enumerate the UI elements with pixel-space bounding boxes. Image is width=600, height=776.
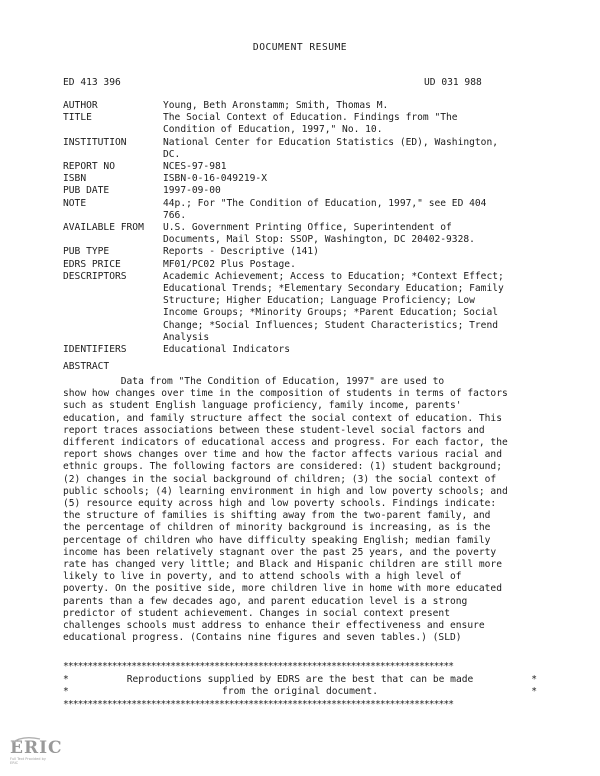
abstract-line: challenges schools must address to enhance their effectiveness and ensure bbox=[63, 620, 485, 632]
field-value-line: Reports - Descriptive (141) bbox=[163, 246, 319, 258]
field-value bbox=[163, 344, 523, 356]
abstract-line: poverty. On the positive side, more children live in home with more educated bbox=[63, 583, 502, 595]
field-value-line: 766. bbox=[163, 209, 187, 221]
field-label: EDRS PRICE bbox=[63, 258, 121, 270]
abstract-line: education, and family structure affect the social context of education. This bbox=[63, 412, 502, 424]
field-value-line: Educational Trends; *Elementary Secondary Education; Family bbox=[163, 283, 504, 295]
field-row-note bbox=[63, 198, 523, 222]
field-row-pub-type bbox=[63, 246, 523, 258]
field-value bbox=[163, 161, 523, 173]
abstract-line: public schools; (4) learning environment in high and low poverty schools; and bbox=[63, 485, 508, 497]
field-value-line: Young, Beth Aronstamm; Smith, Thomas M. bbox=[163, 100, 389, 111]
field-label: TITLE bbox=[63, 112, 92, 124]
abstract-line: (2) changes in the social background of children; (3) the social context of bbox=[63, 473, 497, 485]
field-value-line: Documents, Mail Stop: SSOP, Washington, DC 20402-9328. bbox=[163, 234, 475, 246]
field-value-line: DC. bbox=[163, 148, 181, 160]
field-label: INSTITUTION bbox=[63, 136, 127, 148]
field-label: IDENTIFIERS bbox=[63, 344, 127, 356]
field-value-line: 1997-09-00 bbox=[163, 185, 221, 197]
abstract-line: parents than a few decades ago, and parent education level is a strong bbox=[63, 595, 468, 607]
field-value bbox=[163, 112, 523, 136]
field-label: AUTHOR bbox=[63, 100, 98, 111]
field-label: ISBN bbox=[63, 173, 87, 185]
field-value-line: ISBN-0-16-049219-X bbox=[163, 173, 267, 185]
field-value bbox=[163, 100, 523, 112]
field-value-line: Analysis bbox=[163, 331, 210, 343]
abstract-line: the percentage of children of minority background is increasing, as is the bbox=[63, 522, 491, 534]
footer-star-right: * bbox=[531, 686, 537, 698]
footer-star-right: * bbox=[531, 674, 537, 685]
field-value-line: MF01/PC02 Plus Postage. bbox=[163, 258, 296, 270]
footer-stars-top: ******************************************************************************** bbox=[63, 661, 454, 672]
field-value bbox=[163, 222, 523, 246]
eric-logo bbox=[10, 738, 63, 769]
field-value-line: Income Groups; *Minority Groups; *Parent Education; Social bbox=[163, 307, 499, 319]
abstract-line: the structure of families is shifting away from the two-parent family, and bbox=[63, 510, 491, 522]
field-row-descriptors bbox=[63, 271, 523, 344]
field-value-line: Condition of Education, 1997," No. 10. bbox=[163, 124, 383, 136]
abstract-line: income has been relatively stagnant over the past 25 years, and the poverty bbox=[63, 546, 497, 558]
reproduction-line-2: from the original document. bbox=[222, 686, 378, 698]
abstract-line: report traces associations between these student-level social factors and bbox=[63, 424, 485, 436]
ud-number: UD 031 988 bbox=[424, 77, 482, 88]
abstract-line: educational progress. (Contains nine figures and seven tables.) (SLD) bbox=[63, 632, 462, 644]
abstract-line: (5) resource equity across high and low poverty schools. Findings indicate: bbox=[63, 498, 497, 510]
field-value-line: NCES-97-981 bbox=[163, 161, 227, 173]
field-value bbox=[163, 137, 523, 161]
abstract-line: Data from "The Condition of Education, 1997" are used to bbox=[63, 376, 445, 387]
field-value-line: Structure; Higher Education; Language Proficiency; Low bbox=[163, 295, 475, 307]
field-label: PUB DATE bbox=[63, 185, 110, 197]
field-row-title bbox=[63, 112, 523, 136]
field-row-author bbox=[63, 100, 523, 112]
field-row-edrs-price bbox=[63, 259, 523, 271]
field-row-pub-date bbox=[63, 185, 523, 197]
abstract-line: likely to live in poverty, and to attend schools with a high level of bbox=[63, 571, 462, 583]
abstract-line: report shows changes over time and how the factor affects various racial and bbox=[63, 449, 502, 461]
field-value bbox=[163, 185, 523, 197]
field-value bbox=[163, 271, 523, 344]
field-value bbox=[163, 246, 523, 258]
footer-stars-bottom: ******************************************************************************** bbox=[63, 699, 454, 710]
abstract-line: ethnic groups. The following factors are considered: (1) student background; bbox=[63, 461, 502, 473]
field-row-available-from bbox=[63, 222, 523, 246]
field-value-line: Academic Achievement; Access to Education; *Context Effect; bbox=[163, 270, 504, 282]
field-value-line: U.S. Government Printing Office, Superintendent of bbox=[163, 222, 452, 234]
field-label: NOTE bbox=[63, 197, 87, 209]
abstract-text bbox=[63, 376, 533, 644]
field-value-line: Educational Indicators bbox=[163, 344, 291, 356]
abstract-line: predictor of student achievement. Changes in social context present bbox=[63, 607, 450, 619]
abstract-label: ABSTRACT bbox=[63, 361, 110, 372]
abstract-line: such as student English language proficiency, family income, parents' bbox=[63, 400, 462, 412]
field-value-line: Change; *Social Influences; Student Characteristics; Trend bbox=[163, 319, 499, 331]
field-row-isbn bbox=[63, 173, 523, 185]
footer-star-left: * bbox=[63, 686, 69, 698]
field-value-line: The Social Context of Education. Findings from "The bbox=[163, 112, 458, 124]
field-label: REPORT NO bbox=[63, 161, 115, 173]
abstract-line: show how changes over time in the composition of students in terms of factors bbox=[63, 388, 508, 400]
field-label: AVAILABLE FROM bbox=[63, 222, 144, 234]
field-row-institution bbox=[63, 137, 523, 161]
field-label: PUB TYPE bbox=[63, 246, 110, 258]
field-value-line: National Center for Education Statistics (ED), Washington, bbox=[163, 136, 499, 148]
field-row-report-no bbox=[63, 161, 523, 173]
footer-star-left: * bbox=[63, 674, 69, 685]
ed-number: ED 413 396 bbox=[63, 77, 121, 88]
eric-logo-word: ERIC bbox=[10, 738, 63, 758]
field-value bbox=[163, 198, 523, 222]
logo-swoosh-icon bbox=[10, 735, 46, 745]
reproduction-notice bbox=[63, 674, 537, 698]
field-value bbox=[163, 173, 523, 185]
field-value-line: 44p.; For "The Condition of Education, 1997," see ED 404 bbox=[163, 197, 487, 209]
field-row-identifiers bbox=[63, 344, 523, 356]
field-value bbox=[163, 259, 523, 271]
abstract-line: rate has changed very little; and Black and Hispanic children are still more bbox=[63, 559, 502, 571]
field-label: DESCRIPTORS bbox=[63, 270, 127, 282]
reproduction-line-1: Reproductions supplied by EDRS are the best that can be made bbox=[126, 674, 474, 685]
abstract-line: different indicators of educational access and progress. For each factor, the bbox=[63, 437, 508, 449]
metadata-fields bbox=[63, 100, 523, 356]
abstract-line: percentage of children who have difficulty speaking English; median family bbox=[63, 534, 491, 546]
document-title: DOCUMENT RESUME bbox=[252, 42, 348, 53]
eric-logo-tagline: Full Text Provided by ERIC bbox=[10, 757, 46, 765]
